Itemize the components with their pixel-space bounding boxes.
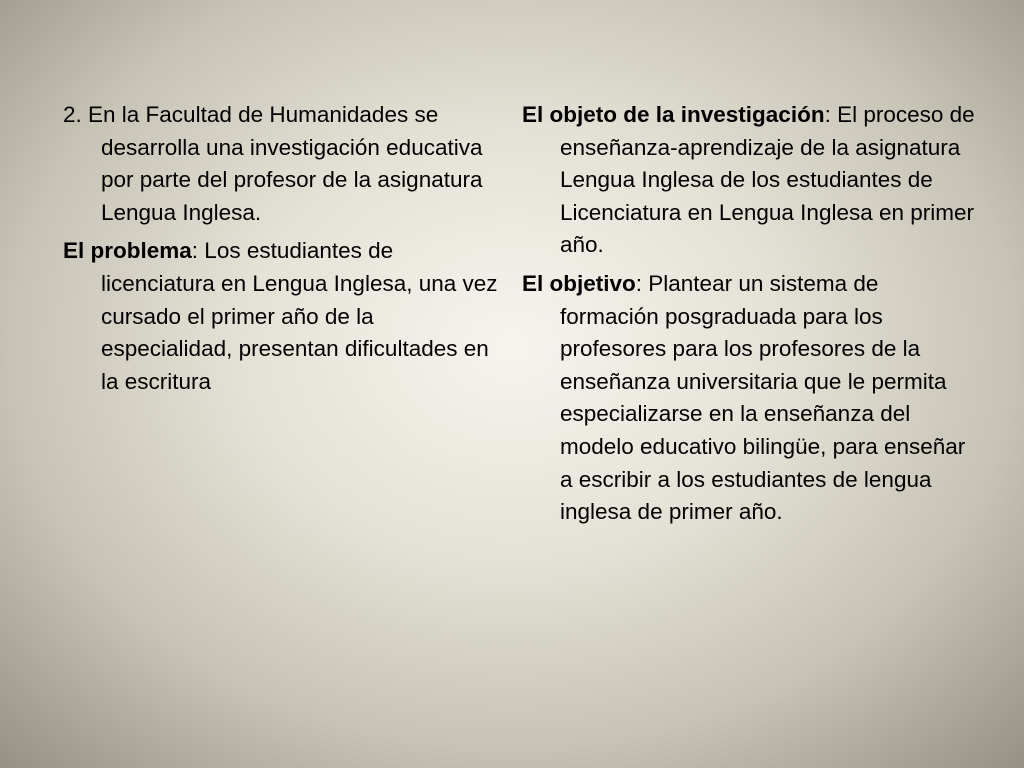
object-text: : El proceso de enseñanza-aprendizaje de la asignatura Lengua Inglesa de los estudiantes de Licenciatura en Lengua Inglesa en primer año. xyxy=(560,102,975,258)
intro-paragraph xyxy=(63,99,503,229)
problem-text: : Los estudiantes de licenciatura en Lengua Inglesa, una vez cursado el primer año de la especialidad, presentan dificultades en la escritura xyxy=(101,238,498,394)
problem-term: El problema xyxy=(63,238,192,264)
object-paragraph xyxy=(522,99,982,262)
right-column xyxy=(522,99,982,535)
objective-paragraph xyxy=(522,268,982,529)
object-term: El objeto de la investigación xyxy=(522,102,825,127)
left-column xyxy=(63,99,503,404)
intro-text: 2. En la Facultad de Humanidades se desarrolla una investigación educativa por parte del profesor de la asignatura Lengua Inglesa. xyxy=(63,102,483,225)
problem-paragraph xyxy=(63,235,503,398)
objective-term: El objetivo xyxy=(522,270,636,296)
objective-text: : Plantear un sistema de formación posgraduada para los profesores para los profesores de la enseñanza universitaria que le permita especializarse en la enseñanza del modelo educativo bilingüe, para enseñar a escribir a los estudiantes de lengua inglesa de primer año. xyxy=(560,270,966,525)
